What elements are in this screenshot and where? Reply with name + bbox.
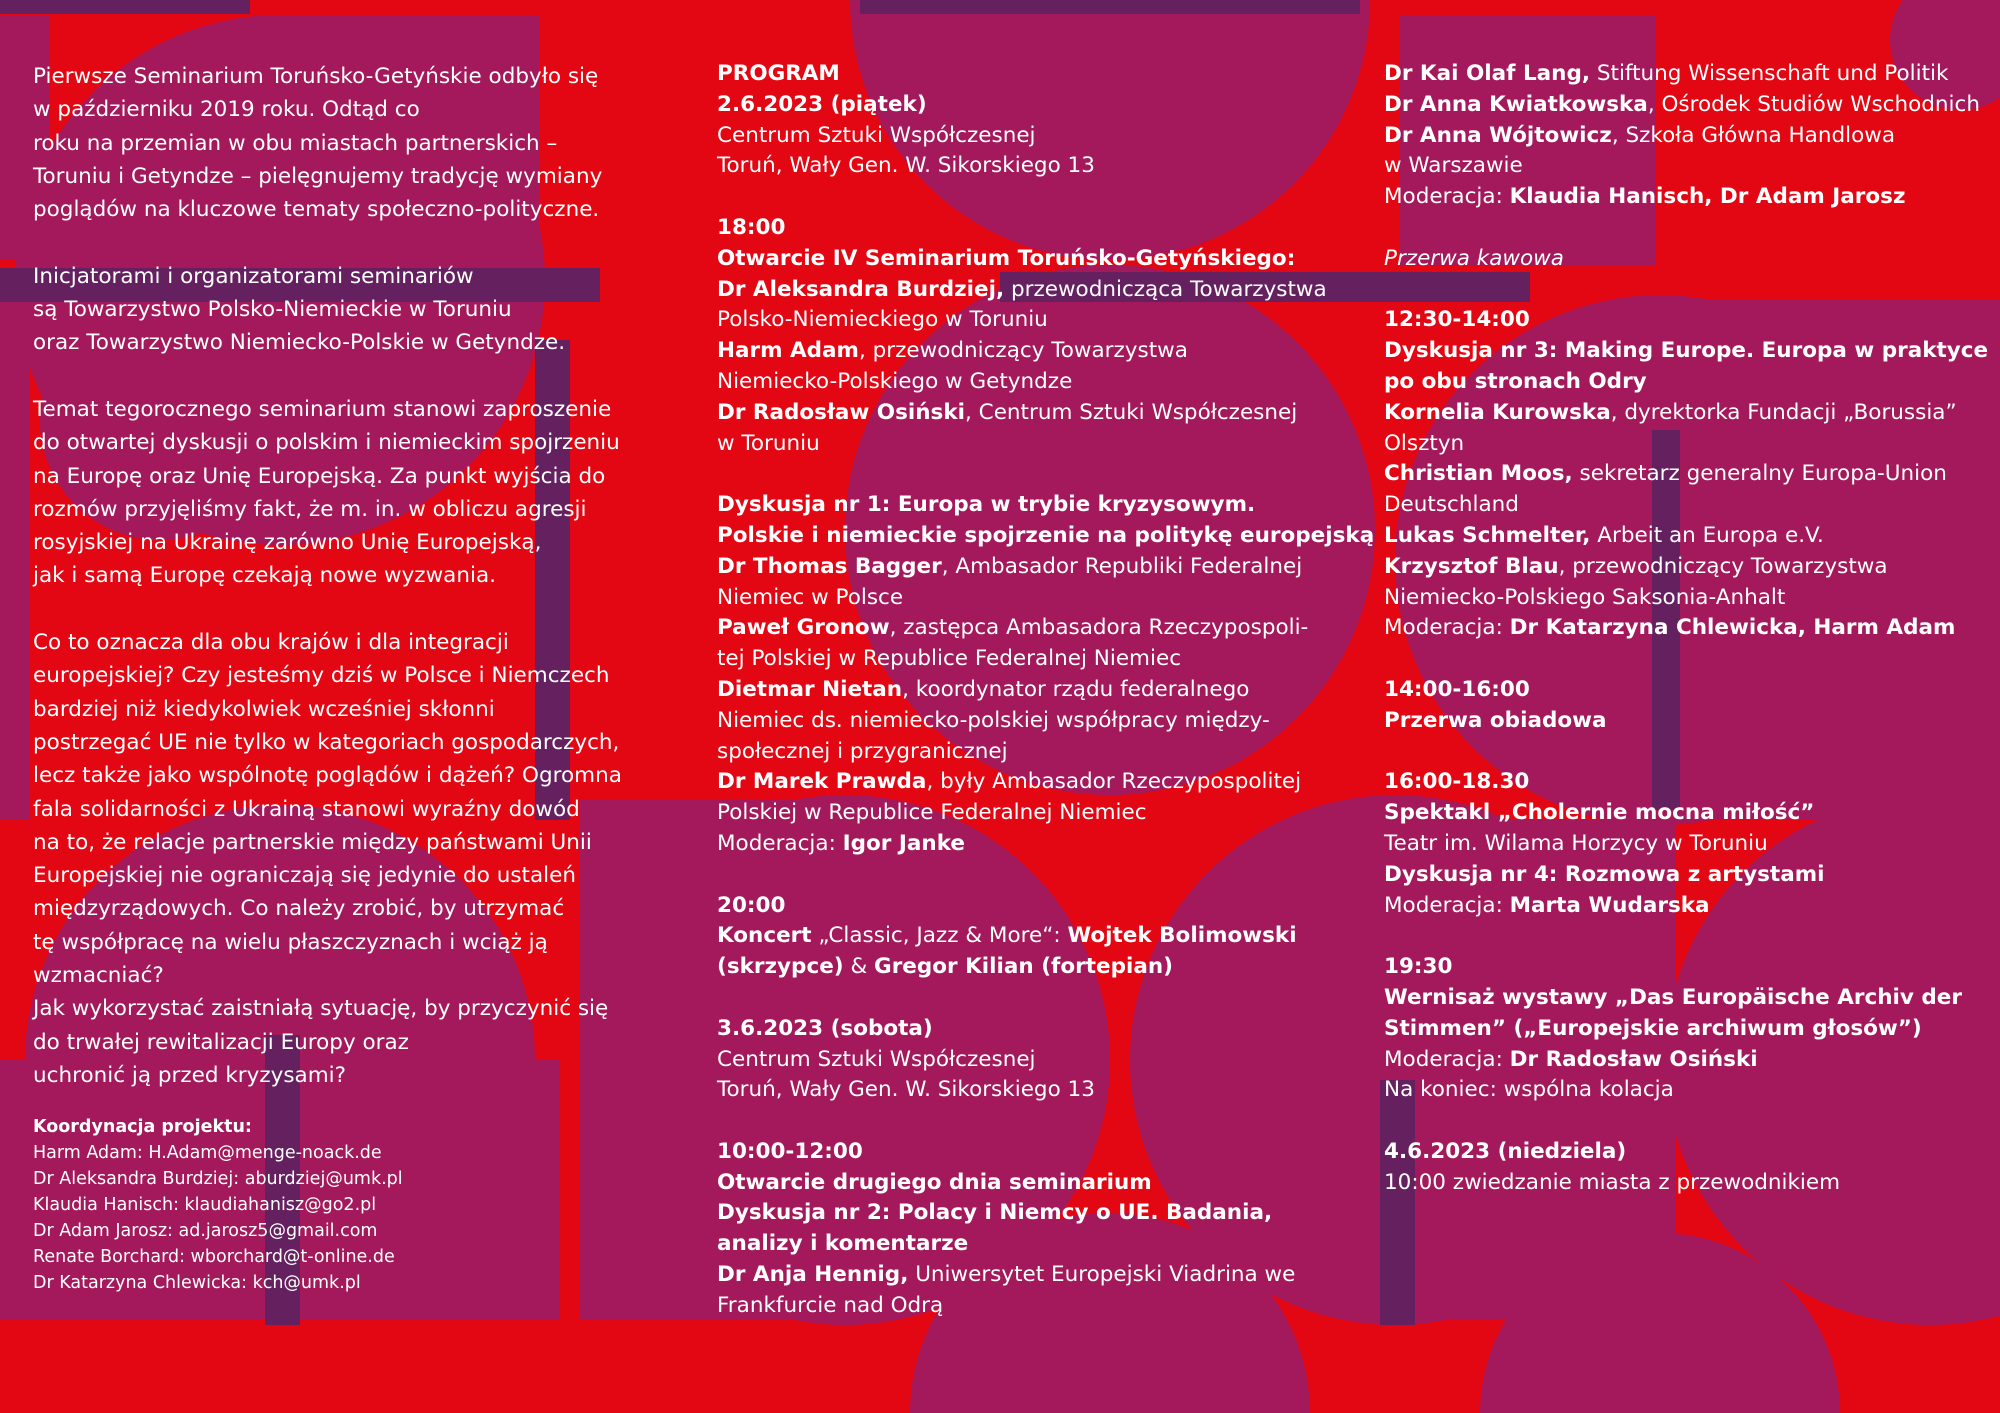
intro-paragraph-1: Pierwsze Seminarium Toruńsko-Getyńskie odbyło się w październiku 2019 roku. Odtąd co roku na przemian w obu miastach partnerskich – Toruniu i Getyndze – pielęgnujemy tradycję wymiany poglądów na kluczowe tematy społeczno-polityczne. [33,64,603,223]
intro-column [33,60,623,1296]
program-day-3 [1384,1137,1984,1199]
opening-session [717,213,1337,459]
speaker-role: , Centrum Sztuki Współczesnej [965,399,1298,425]
discussion-1 [717,490,1375,860]
speaker-role: Niemiecko-Polskiego w Getyndze [717,368,1073,394]
contact-line: Dr Katarzyna Chlewicka: kch@umk.pl [33,1273,361,1294]
contact-line: Dr Aleksandra Burdziej: aburdziej@umk.pl [33,1169,403,1190]
panelist-name: Dr Anna Wójtowicz [1384,122,1612,148]
discussion-title: analizy i komentarze [717,1231,969,1257]
panelist-role: Olsztyn [1384,430,1465,456]
panelist-role: , Ośrodek Studiów Wschodnich [1647,91,1980,117]
panelist-name: Dietmar Nietan [717,676,903,702]
panelist-role: , były Ambasador Rzeczypospolitej [926,769,1302,795]
intro-paragraph-4: Co to oznacza dla obu krajów i dla integracji europejskiej? Czy jesteśmy dziś w Polsce i Niemczech bardziej niż kiedykolwiek wcześniej skłonni postrzegać UE nie tylko w kategoriach gospodarczych, lecz także jako wspólnotę poglądów i dążeń? Ogromna fala solidarności z Ukrainą stanowi wyraźny dowód na to, że relacje partnerskie między państwami Unii Europejskiej nie ograniczają się jedynie do ustaleń międzyrządowych. Co należy zrobić, by utrzymać tę współpracę na wielu płaszczyznach i wciąż ją wzmacniać? Jak wykorzystać zaistniałą sytuację, by przyczynić się do trwałej rewitalizacji Europy oraz uchronić ją przed kryzysami? [33,630,622,1088]
coordination-heading: Koordynacja projektu: [33,1117,252,1138]
panelist-role: , zastępca Ambasadora Rzeczypospoli- [889,615,1309,641]
panelist-role: Frankfurcie nad Odrą [717,1292,944,1318]
day-2-date: 3.6.2023 (sobota) [717,1015,933,1041]
discussion-2-continued [1384,59,1984,213]
panelist-role: , przewodniczący Towarzystwa [1558,553,1888,579]
panelist-role: , koordynator rządu federalnego [902,676,1250,702]
session-title: Otwarcie drugiego dnia seminarium [717,1169,1152,1195]
artist-name: Gregor Kilian (fortepian) [874,954,1174,980]
panelist-role: tej Polskiej w Republice Federalnej Niemiec [717,646,1182,672]
day-1-venue: Centrum Sztuki Współczesnej [717,122,1036,148]
lunch-title: Przerwa obiadowa [1384,707,1607,733]
panelist-name: Dr Anna Kwiatkowska [1384,91,1648,117]
discussion-3 [1384,305,1989,644]
theatre-play [1384,767,1984,921]
panelist-name: Lukas Schmelter, [1384,522,1591,548]
program-day-1-header [717,59,1337,182]
session-time: 19:30 [1384,954,1453,980]
speaker-role: , przewodniczący Towarzystwa [858,338,1188,364]
concert-label: Koncert [717,923,812,949]
speaker-role: Polsko-Niemieckiego w Toruniu [717,307,1048,333]
vernissage-title: Wernisaż wystawy „Das Europäische Archiv der [1384,984,1962,1010]
moderation-label: Moderacja: [1384,184,1510,210]
discussion-title: Dyskusja nr 4: Rozmowa z artystami [1384,861,1825,887]
session-time: 12:30-14:00 [1384,307,1530,333]
panelist-role: , dyrektorka Fundacji „Borussia” [1610,399,1957,425]
vernissage-title: Stimmen” („Europejskie archiwum głosów”) [1384,1015,1922,1041]
program-day-2-header [717,1014,1337,1106]
speaker-name: Dr Aleksandra Burdziej, [717,276,1005,302]
moderation-label: Moderacja: [1384,1046,1510,1072]
panelist-name: Dr Anja Hennig, [717,1262,909,1288]
play-title: Spektakl „Cholernie mocna miłość” [1384,800,1815,826]
panelist-name: Dr Thomas Bagger [717,553,942,579]
day-2-address: Toruń, Wały Gen. W. Sikorskiego 13 [717,1077,1095,1103]
contact-line: Dr Adam Jarosz: ad.jarosz5@gmail.com [33,1221,378,1242]
panelist-role: w Warszawie [1384,153,1523,179]
panelist-name: Krzysztof Blau [1384,553,1559,579]
coordination-block [33,1114,623,1296]
moderation-label: Moderacja: [717,830,843,856]
concert-time: 20:00 [717,892,786,918]
moderation-label: Moderacja: [1384,892,1510,918]
day-2-opening [717,1137,1337,1322]
panelist-role: Uniwersytet Europejski Viadrina we [908,1262,1296,1288]
program-column-1 [717,59,1375,1352]
coffee-break-label: Przerwa kawowa [1384,245,1564,271]
panelist-role: Arbeit an Europa e.V. [1590,522,1824,548]
day-1-address: Toruń, Wały Gen. W. Sikorskiego 13 [717,153,1095,179]
panelist-role: społecznej i przygranicznej [717,738,1008,764]
opening-title: Otwarcie IV Seminarium Toruńsko-Getyńskiego: [717,245,1296,271]
panelist-role: Stiftung Wissenschaft und Politik [1590,61,1949,86]
discussion-title: Dyskusja nr 2: Polacy i Niemcy o UE. Badania, [717,1200,1273,1226]
session-time: 14:00-16:00 [1384,676,1530,702]
artist-role: (skrzypce) [717,954,844,980]
intro-paragraph-2: Inicjatorami i organizatorami seminariów są Towarzystwo Polsko-Niemieckie w Toruniu oraz Towarzystwo Niemiecko-Polskie w Getyndze. [33,263,566,356]
panelist-role: Niemiecko-Polskiego Saksonia-Anhalt [1384,584,1786,610]
speaker-role: przewodnicząca Towarzystwa [1004,276,1327,302]
day-1-date: 2.6.2023 (piątek) [717,91,927,117]
panelist-name: Dr Kai Olaf Lang, [1384,61,1591,86]
program-heading: PROGRAM [717,61,840,86]
speaker-name: Dr Radosław Osiński [717,399,966,425]
discussion-title: Dyskusja nr 3: Making Europe. Europa w praktyce [1384,338,1989,364]
moderator-name: Dr Katarzyna Chlewicka, Harm Adam [1509,615,1956,641]
discussion-title: po obu stronach Odry [1384,368,1647,394]
moderation-label: Moderacja: [1384,615,1510,641]
moderator-name: Dr Radosław Osiński [1509,1046,1758,1072]
panelist-role: , Ambasador Republiki Federalnej [941,553,1303,579]
panelist-role: Deutschland [1384,492,1519,518]
lunch-break [1384,675,1984,737]
speaker-name: Harm Adam [717,338,859,364]
intro-paragraph-3: Temat tegorocznego seminarium stanowi zaproszenie do otwartej dyskusji o polskim i niemieckim spojrzeniu na Europę oraz Unię Europejską. Za punkt wyjścia do rozmów przyjęliśmy fakt, że m. in. w obliczu agresji rosyjskiej na Ukrainę zarówno Unię Europejską, jak i samą Europę czekają nowe wyzwania. [33,396,620,589]
concert-title: „Classic, Jazz & More“: [811,923,1068,949]
artist-name: Wojtek Bolimowski [1067,923,1297,949]
play-venue: Teatr im. Wilama Horzycy w Toruniu [1384,830,1768,856]
day-2-venue: Centrum Sztuki Współczesnej [717,1046,1036,1072]
vernissage [1384,952,1984,1106]
concert [717,891,1337,983]
panelist-role: Niemiec w Polsce [717,584,904,610]
moderator-name: Igor Janke [842,830,966,856]
city-tour: 10:00 zwiedzanie miasta z przewodnikiem [1384,1169,1841,1195]
panelist-role: Niemiec ds. niemiecko-polskiej współpracy między- [717,707,1270,733]
program-column-2 [1384,59,1989,1229]
contact-line: Renate Borchard: wborchard@t-online.de [33,1247,395,1268]
panelist-role: sekretarz generalny Europa-Union [1572,461,1947,487]
discussion-title: Polskie i niemieckie spojrzenie na politykę europejską [717,522,1375,548]
panelist-name: Christian Moos, [1384,461,1573,487]
moderator-name: Klaudia Hanisch, Dr Adam Jarosz [1509,184,1906,210]
session-time: 10:00-12:00 [717,1138,863,1164]
contact-line: Harm Adam: H.Adam@menge-noack.de [33,1143,382,1164]
speaker-role: w Toruniu [717,430,820,456]
session-time: 16:00-18.30 [1384,769,1530,795]
discussion-title: Dyskusja nr 1: Europa w trybie kryzysowym. [717,492,1256,518]
opening-time: 18:00 [717,214,786,240]
coffee-break [1384,244,1984,275]
panelist-name: Kornelia Kurowska [1384,399,1611,425]
panelist-role: , Szkoła Główna Handlowa [1611,122,1896,148]
moderator-name: Marta Wudarska [1509,892,1710,918]
contact-line: Klaudia Hanisch: klaudiahanisz@go2.pl [33,1195,377,1216]
day-3-date: 4.6.2023 (niedziela) [1384,1138,1627,1164]
panelist-role: Polskiej w Republice Federalnej Niemiec [717,800,1147,826]
panelist-name: Dr Marek Prawda [717,769,927,795]
panelist-name: Paweł Gronow [717,615,890,641]
amp: & [843,954,875,980]
closing-dinner: Na koniec: wspólna kolacja [1384,1077,1674,1103]
